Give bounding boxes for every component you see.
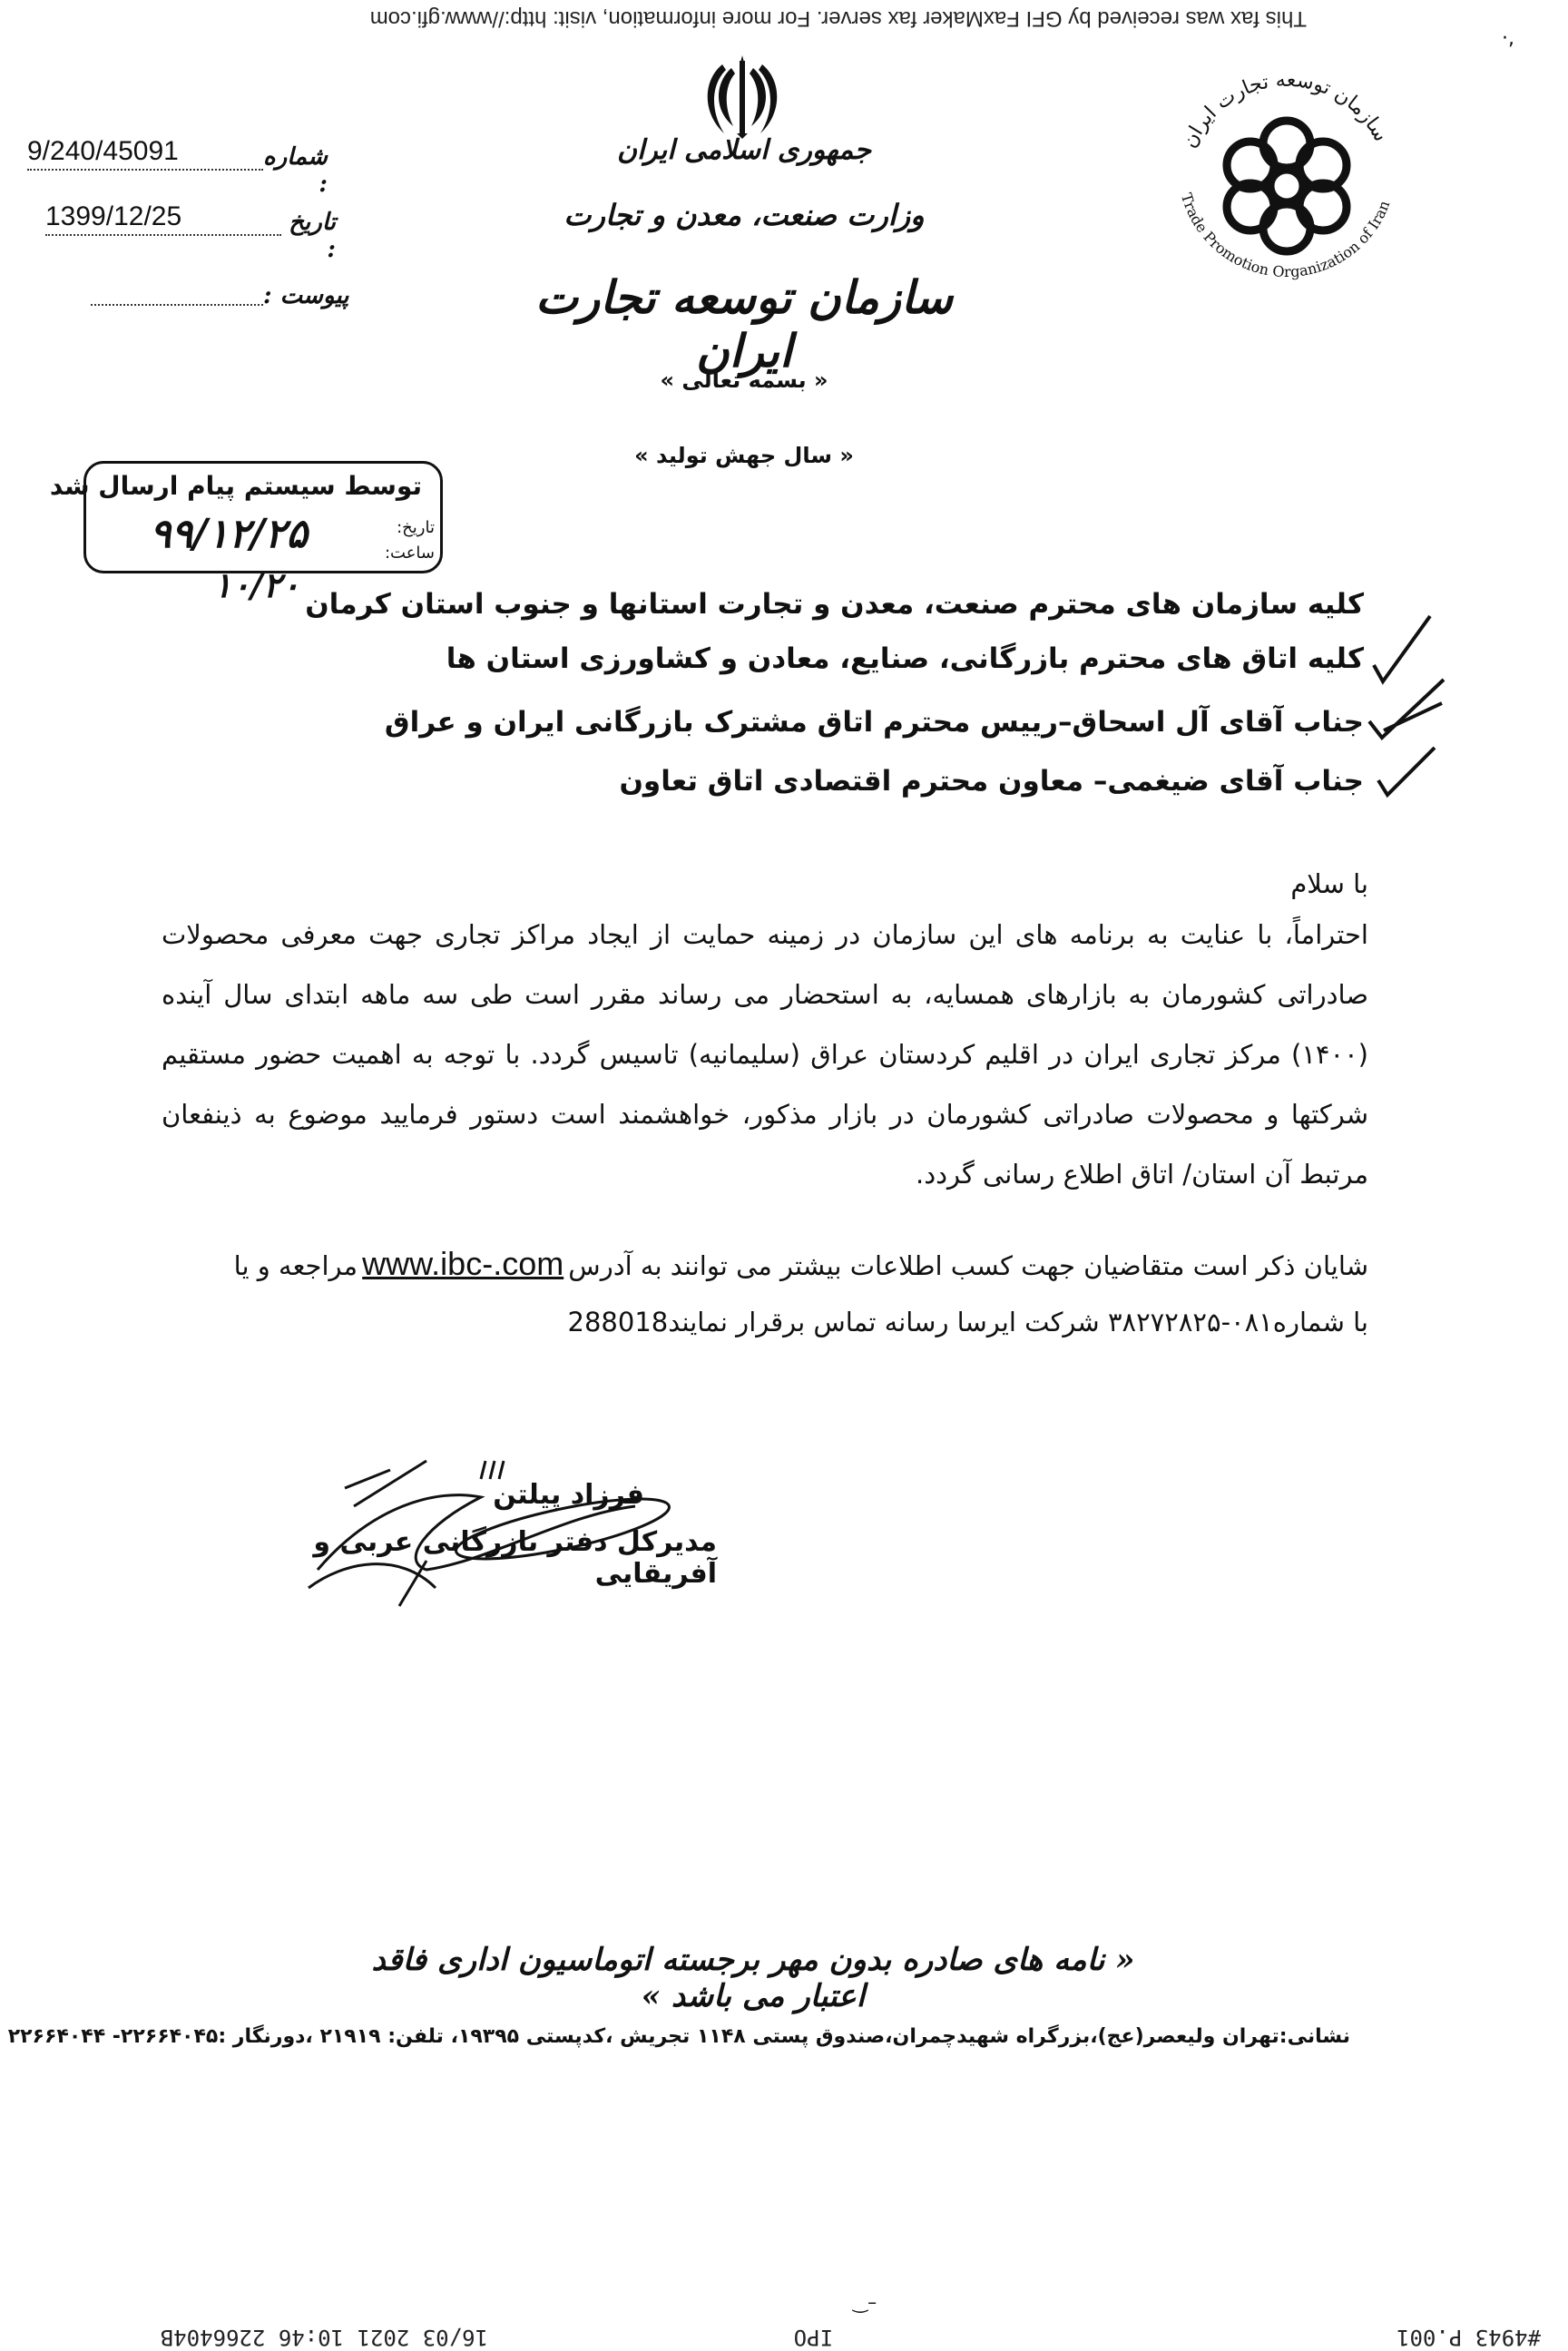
paragraph-1-line: احتراماً، با عنایت به برنامه های این سازمان در زمینه حمایت از ایجاد مراکز تجاری جهت معرفی محصولات bbox=[162, 919, 1368, 950]
date-value: 1399/12/25 bbox=[45, 201, 182, 231]
letterhead-republic: جمهوری اسلامی ایران bbox=[616, 134, 872, 166]
paragraph-1-line: (۱۴۰۰) مرکز تجاری ایران در اقلیم کردستان عراق (سلیمانیه) تاسیس گردد. با توجه به اهمیت حضور مستقیم bbox=[162, 1039, 1368, 1070]
year-slogan: « سال جهش تولید » bbox=[634, 443, 854, 468]
signatory-name: فرزاد پیلتن bbox=[493, 1479, 644, 1511]
tpo-logo-icon bbox=[1151, 59, 1423, 304]
number-value: 9/240/45091 bbox=[27, 136, 179, 166]
attachment-label: پیوست : bbox=[263, 282, 349, 309]
fax-footer-right: #4943 P.001 bbox=[1396, 2325, 1541, 2350]
paragraph-2-line-1 bbox=[162, 1245, 1368, 1283]
footer-notice: « نامه های صادره بدون مهر برجسته اتوماسیون اداری فاقد اعتبار می باشد » bbox=[371, 1942, 1135, 2014]
paragraph-2-line-2: با شماره۰۸۱-۳۸۲۷۲۸۲۵ شرکت ایرسا رسانه تماس برقرار نمایند288018 bbox=[567, 1307, 1368, 1337]
footer-address: نشانی:تهران ولیعصر(عج)،بزرگراه شهیدچمران،صندوق پستی ۱۱۴۸ تجریش ،کدپستی ۱۹۳۹۵، تلفن: ۲۱۹۱۹ ،دورنگار :۲۲۶۶۴۰۴۵- ۲۲۶۶۴۰۴۴ bbox=[7, 2025, 1350, 2048]
attachment-dots bbox=[91, 304, 263, 306]
recipient-2: کلیه اتاق های محترم بازرگانی، صنایع، معادن و کشاورزی استان ها bbox=[446, 642, 1364, 675]
scan-mark: ‿– bbox=[853, 2291, 877, 2313]
p2-text-before-url: شایان ذکر است متقاضیان جهت کسب اطلاعات بیشتر می توانند به آدرس bbox=[568, 1250, 1368, 1281]
paragraph-1-line: مرتبط آن استان/ اتاق اطلاع رسانی گردد. bbox=[915, 1159, 1368, 1190]
greeting: با سلام bbox=[1290, 868, 1368, 899]
recipient-1: کلیه سازمان های محترم صنعت، معدن و تجارت استانها و جنوب استان کرمان bbox=[305, 588, 1364, 621]
check-icon bbox=[1370, 612, 1434, 685]
letterhead-ministry: وزارت صنعت، معدن و تجارت bbox=[564, 198, 925, 232]
date-label: تاریخ : bbox=[289, 209, 336, 263]
iran-emblem bbox=[697, 50, 788, 141]
recipient-4: جناب آقای ضیغمی– معاون محترم اقتصادی اتاق تعاون bbox=[619, 765, 1364, 798]
iran-emblem-icon bbox=[697, 50, 788, 141]
stamp-time-handwritten: ۱۰/۲۰ bbox=[213, 564, 300, 605]
logo-ring-en: Trade Promotion Organization of Iran bbox=[1177, 191, 1394, 281]
date-dots bbox=[45, 234, 281, 236]
stamp-date-label: تاریخ: bbox=[397, 518, 435, 537]
check-icon bbox=[1366, 676, 1447, 744]
stamp-date-handwritten: ۹۹/۱۲/۲۵ bbox=[150, 511, 308, 557]
check-mark-2 bbox=[1366, 676, 1447, 748]
logo-ring-fa: سازمان توسعه تجارت ایران bbox=[1178, 68, 1393, 152]
p2-text-after-url: مراجعه و یا bbox=[233, 1250, 358, 1281]
attachment-field bbox=[82, 277, 354, 313]
stamp-time-label: ساعت: bbox=[384, 544, 435, 563]
in-his-name: « بسمه تعالی » bbox=[660, 367, 828, 393]
check-icon bbox=[1375, 744, 1438, 798]
fax-footer bbox=[0, 2323, 1568, 2350]
signature-block bbox=[290, 1452, 717, 1615]
stamp-title: توسط سیستم پیام ارسال شد bbox=[49, 471, 422, 501]
signatory-title: مدیرکل دفتر بازرگانی عربی و آفریقایی bbox=[313, 1526, 717, 1590]
fax-header-text: This fax was received by GFI FaxMaker fax server. For more information, visit: http://www.gfi.com bbox=[369, 6, 1307, 31]
paragraph-1 bbox=[162, 919, 1368, 1219]
website-link[interactable]: www.ibc-.com bbox=[362, 1245, 564, 1282]
svg-text:سازمان توسعه تجارت ایران bbox=[1178, 69, 1392, 152]
tpo-logo bbox=[1151, 59, 1423, 304]
date-field bbox=[27, 201, 336, 263]
number-field bbox=[27, 136, 328, 198]
system-stamp bbox=[49, 461, 443, 573]
check-mark-3 bbox=[1375, 744, 1438, 802]
number-dots bbox=[27, 169, 263, 171]
fax-header bbox=[272, 2, 1307, 31]
paragraph-1-line: شرکتها و محصولات صادراتی کشورمان در بازار مذکور، خواهشمند است دستور فرمایید موضوع به ذینفعان bbox=[162, 1099, 1368, 1130]
number-label: شماره : bbox=[263, 143, 328, 198]
fax-footer-center: IPO bbox=[793, 2325, 833, 2350]
recipient-3: جناب آقای آل اسحاق–رییس محترم اتاق مشترک بازرگانی ایران و عراق bbox=[384, 706, 1364, 739]
paragraph-1-line: صادراتی کشورمان به بازارهای همسایه، به استحضار می رساند مقرر است طی سه ماهه ابتدای سال آینده bbox=[162, 979, 1368, 1010]
corner-mark: ·, bbox=[1502, 27, 1514, 50]
fax-footer-left: 16/03 2021 10:46 2266404B bbox=[160, 2325, 488, 2350]
letterhead-organization: سازمان توسعه تجارت ایران bbox=[534, 270, 954, 377]
